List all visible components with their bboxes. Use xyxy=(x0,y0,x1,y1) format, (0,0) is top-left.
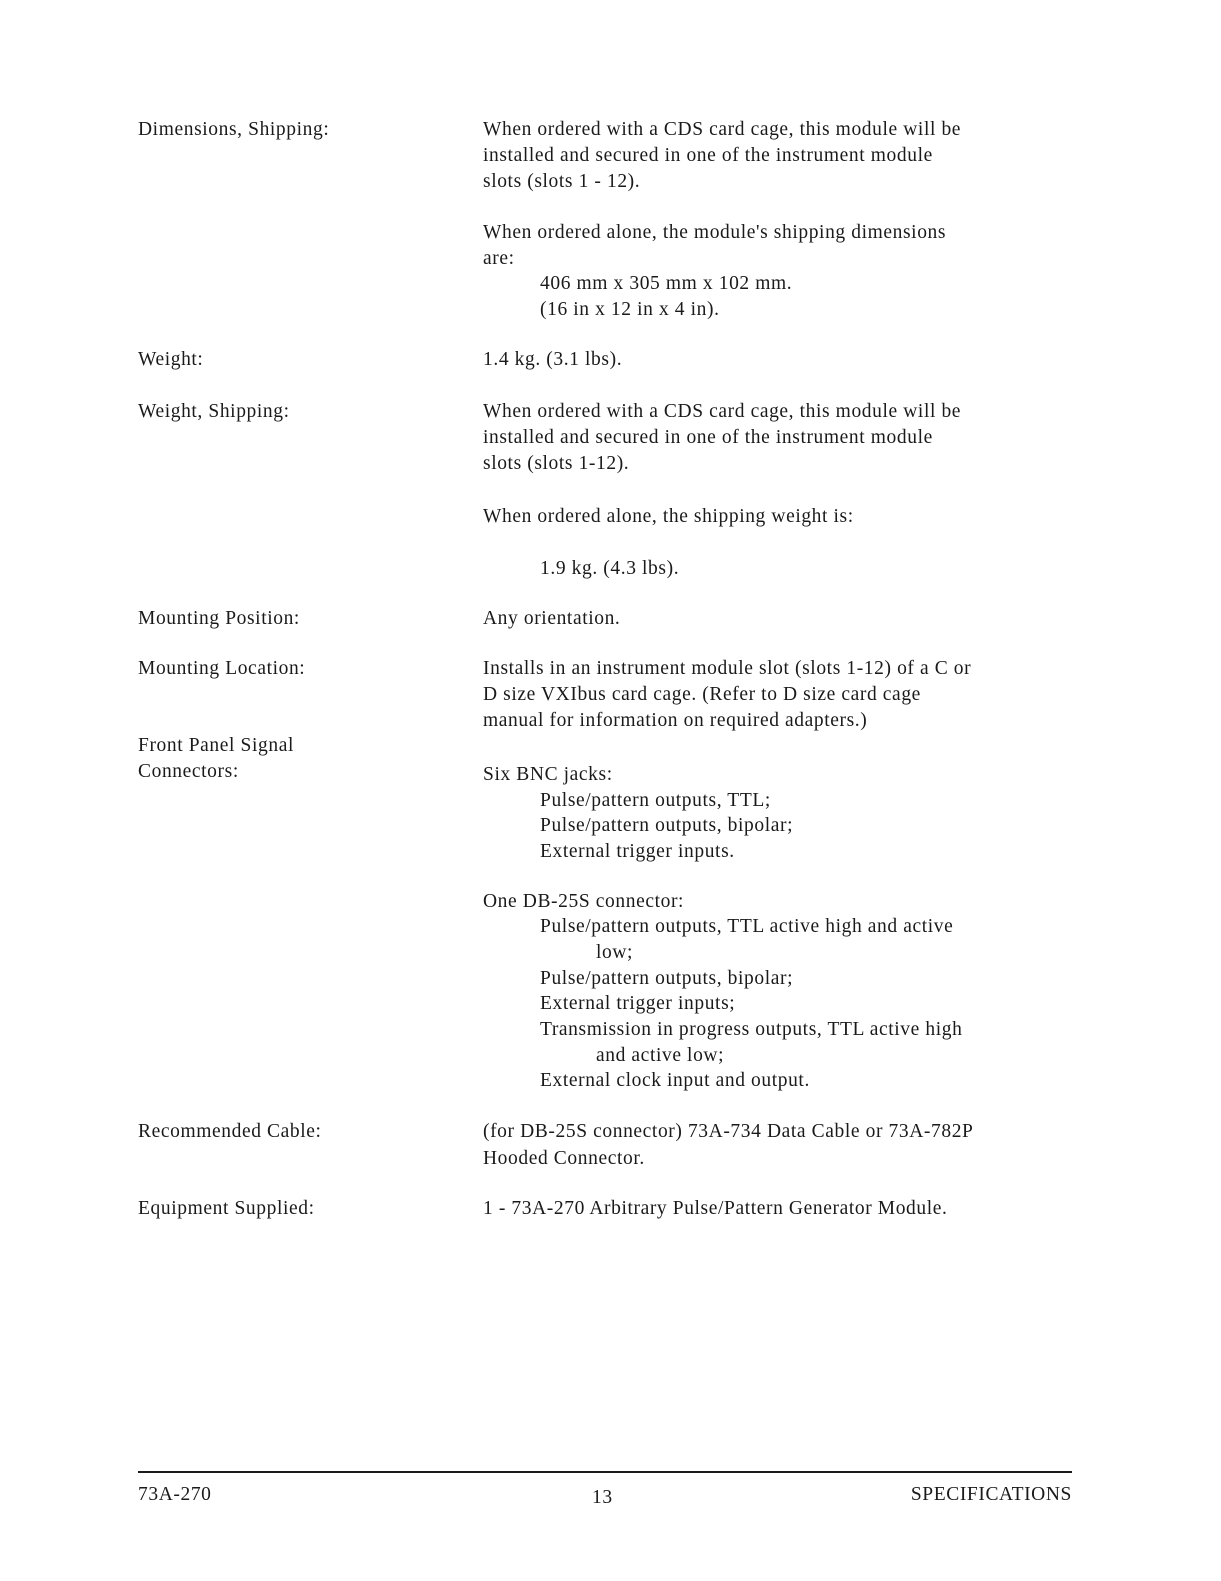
recommended-cable-line-1: (for DB-25S connector) 73A-734 Data Cable or 73A-782P xyxy=(483,1121,974,1142)
db-item-4: Transmission in progress outputs, TTL active high xyxy=(540,1019,963,1040)
page-number: 13 xyxy=(592,1487,613,1508)
db-item-5: External clock input and output. xyxy=(540,1070,810,1091)
db-item-3: External trigger inputs; xyxy=(540,993,736,1014)
weight-value: 1.4 kg. (3.1 lbs). xyxy=(483,349,623,370)
db-item-2: Pulse/pattern outputs, bipolar; xyxy=(540,968,794,989)
weight-shipping-line-2: installed and secured in one of the instrument module xyxy=(483,427,933,448)
label-equipment-supplied: Equipment Supplied: xyxy=(138,1198,315,1219)
bnc-title: Six BNC jacks: xyxy=(483,764,613,785)
label-mounting-position: Mounting Position: xyxy=(138,608,300,629)
recommended-cable-line-2: Hooded Connector. xyxy=(483,1148,645,1169)
weight-alone-text: When ordered alone, the shipping weight is: xyxy=(483,506,854,527)
bnc-item-2: Pulse/pattern outputs, bipolar; xyxy=(540,815,794,836)
db-item-1: Pulse/pattern outputs, TTL active high and active xyxy=(540,916,954,937)
mounting-location-line-1: Installs in an instrument module slot (slots 1-12) of a C or xyxy=(483,658,972,679)
dimensions-imperial: (16 in x 12 in x 4 in). xyxy=(540,299,720,320)
dimensions-alone-line-2: are: xyxy=(483,248,515,269)
label-front-panel-line-2: Connectors: xyxy=(138,761,239,782)
footer-rule xyxy=(138,1471,1072,1473)
dimensions-shipping-line-3: slots (slots 1 - 12). xyxy=(483,171,641,192)
label-recommended-cable: Recommended Cable: xyxy=(138,1121,322,1142)
bnc-item-3: External trigger inputs. xyxy=(540,841,735,862)
db-item-4-cont: and active low; xyxy=(596,1045,725,1066)
db-item-1-cont: low; xyxy=(596,942,634,963)
dimensions-metric: 406 mm x 305 mm x 102 mm. xyxy=(540,273,793,294)
mounting-position-value: Any orientation. xyxy=(483,608,621,629)
footer-model: 73A-270 xyxy=(138,1484,212,1505)
weight-shipping-line-3: slots (slots 1-12). xyxy=(483,453,630,474)
label-dimensions-shipping: Dimensions, Shipping: xyxy=(138,119,330,140)
mounting-location-line-3: manual for information on required adapters.) xyxy=(483,710,868,731)
footer-section: SPECIFICATIONS xyxy=(910,1484,1072,1505)
label-weight: Weight: xyxy=(138,349,204,370)
equipment-supplied-value: 1 - 73A-270 Arbitrary Pulse/Pattern Generator Module. xyxy=(483,1198,948,1219)
dimensions-alone-line-1: When ordered alone, the module's shipping dimensions xyxy=(483,222,947,243)
mounting-location-line-2: D size VXIbus card cage. (Refer to D size card cage xyxy=(483,684,921,705)
bnc-item-1: Pulse/pattern outputs, TTL; xyxy=(540,790,771,811)
weight-shipping-value: 1.9 kg. (4.3 lbs). xyxy=(540,558,680,579)
db-title: One DB-25S connector: xyxy=(483,891,685,912)
label-front-panel-line-1: Front Panel Signal xyxy=(138,735,294,756)
weight-shipping-line-1: When ordered with a CDS card cage, this module will be xyxy=(483,401,962,422)
dimensions-shipping-line-2: installed and secured in one of the instrument module xyxy=(483,145,933,166)
dimensions-shipping-line-1: When ordered with a CDS card cage, this module will be xyxy=(483,119,962,140)
label-mounting-location: Mounting Location: xyxy=(138,658,306,679)
label-weight-shipping: Weight, Shipping: xyxy=(138,401,290,422)
